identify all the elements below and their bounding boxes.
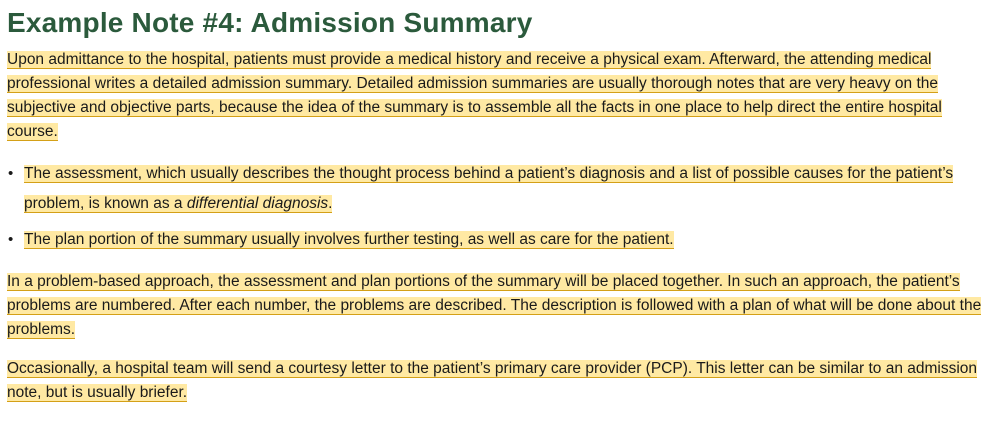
intro-paragraph [7,48,993,144]
courtesy-letter-paragraph [7,357,993,405]
courtesy-letter-text: Occasionally, a hospital team will send a courtesy letter to the patient’s primary care provider (PCP). This letter can be similar to an admission note, but is usually briefer. [7,360,978,401]
problem-based-text: In a problem-based approach, the assessment and plan portions of the summary will be placed together. In such an approach, the patient’s problems are numbered. After each number, the problems are described. The description is followed with a plan of what will be done about the problems. [7,273,982,338]
bullet-dot-icon: • [8,165,14,182]
bullet-dot-icon: • [8,231,14,248]
page-title: Example Note #4: Admission Summary [7,7,533,38]
plan-text: The plan portion of the summary usually involves further testing, as well as care for the patient. [24,231,674,248]
assessment-text: The assessment, which usually describes the thought process behind a patient’s diagnosis and a list of possible causes for the patient’s problem, is known as a differential diagnosis. [24,165,954,212]
differential-diagnosis-term: differential diagnosis [186,195,329,212]
problem-based-paragraph [7,270,993,342]
list-item-plan [8,225,993,255]
list-item-assessment [8,159,993,219]
bullet-list [7,159,993,255]
intro-text: Upon admittance to the hospital, patients must provide a medical history and receive a physical exam. Afterward, the attending medical professional writes a detailed admission summary. Detailed admission summaries are usually thorough notes that are very heavy on the subjective and objective parts, because the idea of the summary is to assemble all the facts in one place to help direct the entire hospital course. [7,51,942,140]
